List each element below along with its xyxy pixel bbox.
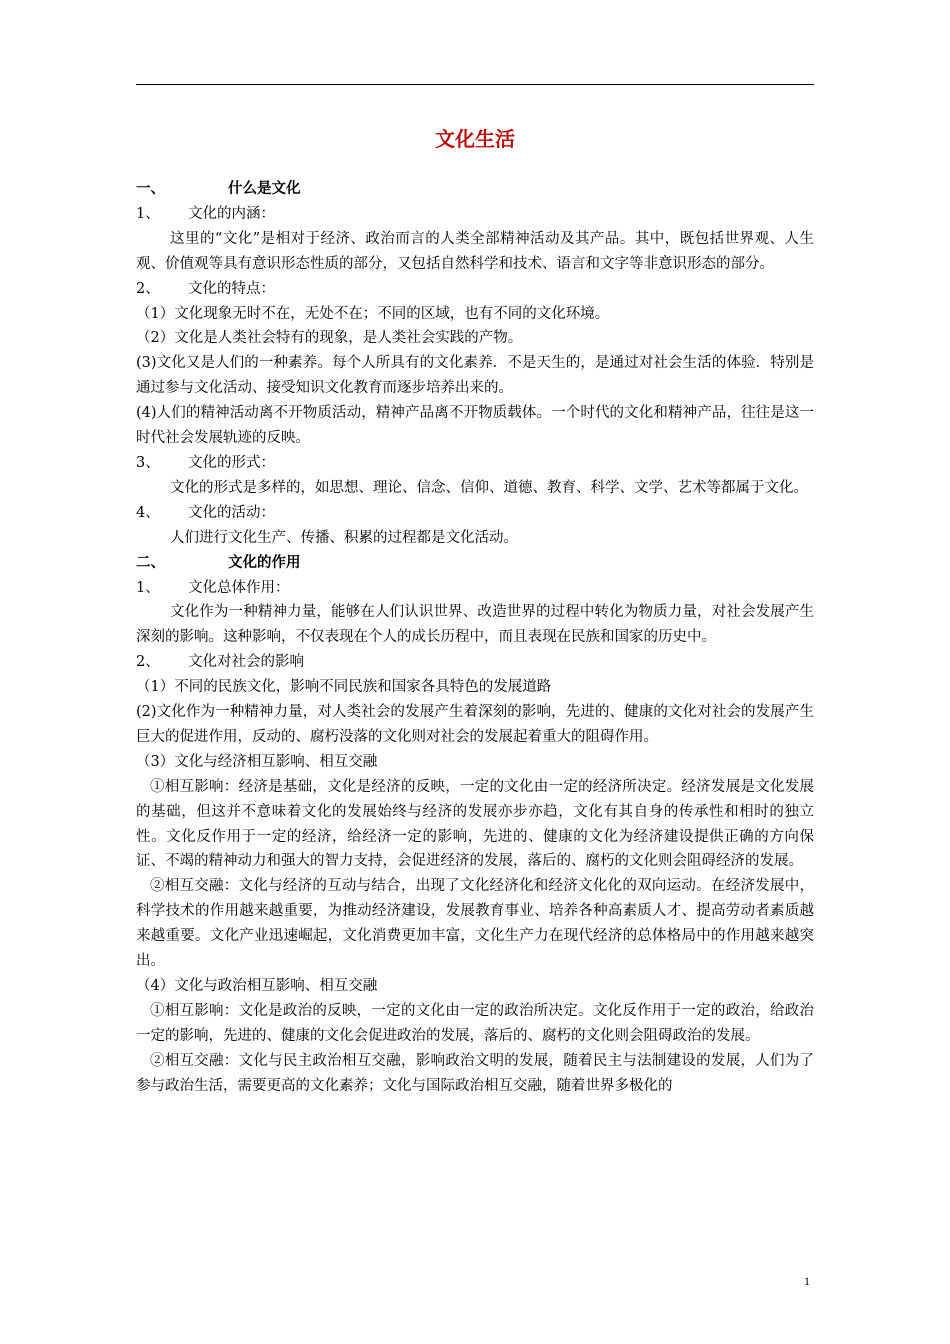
item-heading: 1、 文化总体作用： [136,579,290,596]
paragraph: ②相互交融：文化与民主政治相互交融，影响政治文明的发展，随着民主与法制建设的发展，人们为了参与政治生活，需要更高的文化素养；文化与国际政治相互交融，随着世界多极化的 [136,1052,814,1094]
paragraph: 文化的形式是多样的，如思想、理论、信念、信仰、道德、教育、科学、文学、艺术等都属于文化。 [170,479,808,496]
paragraph: (3)文化又是人们的一种素养。每个人所具有的文化素养．不是天生的，是通过对社会生活的体验．特别是通过参与文化活动、接受知识文化教育而逐步培养出来的。 [136,355,814,397]
paragraph: (2)文化作为一种精神力量，对人类社会的发展产生着深刻的影响，先进的、健康的文化对社会的发展产生巨大的促进作用，反动的、腐朽没落的文化则对社会的发展起着重大的阻碍作用。 [136,704,814,745]
paragraph: (4)人们的精神活动离不开物质活动，精神产品离不开物质载体。一个时代的文化和精神产品，往往是这一时代社会发展轨迹的反映。 [136,405,814,447]
document-body [136,177,814,1099]
header-rule [136,84,814,85]
item-heading: 1、 文化的内涵： [136,205,275,222]
item-heading: 2、 文化的特点： [136,280,275,297]
section-heading: 一、 什么是文化 [136,181,301,197]
page-number: 1 [804,1274,810,1288]
paragraph: 文化作为一种精神力量，能够在人们认识世界、改造世界的过程中转化为物质力量，对社会发展产生深刻的影响。这种影响，不仅表现在个人的成长历程中，而且表现在民族和国家的历史中。 [136,604,814,646]
paragraph: （3）文化与经济相互影响、相互交融 [136,753,378,770]
paragraph: ①相互影响：文化是政治的反映，一定的文化由一定的政治所决定。文化反作用于一定的政治，给政治一定的影响，先进的、健康的文化会促进政治的发展，落后的、腐朽的文化则会阻碍政治的发展。 [136,1002,814,1044]
item-heading: 4、 文化的活动： [136,504,275,521]
paragraph: 人们进行文化生产、传播、积累的过程都是文化活动。 [170,529,518,546]
paragraph: ①相互影响：经济是基础，文化是经济的反映，一定的文化由一定的经济所决定。经济发展是文化发展的基础，但这并不意味着文化的发展始终与经济的发展亦步亦趋，文化有其自身的传承性和相时的独立性。文化反作用于一定的经济，给经济一定的影响，先进的、健康的文化为经济建设提供正确的方向保证、不竭的精神动力和强大的智力支持，会促进经济的发展，落后的、腐朽的文化则会阻碍经济的发展。 [136,778,814,870]
paragraph: （4）文化与政治相互影响、相互交融 [136,978,378,994]
document-title: 文化生活 [435,127,515,151]
item-heading: 2、 文化对社会的影响 [136,654,304,671]
item-heading: 3、 文化的形式： [136,454,275,471]
section-heading: 二、 文化的作用 [136,554,301,571]
paragraph: （1）文化现象无时不在，无处不在；不同的区域，也有不同的文化环境。 [136,305,610,322]
paragraph: （2）文化是人类社会特有的现象，是人类社会实践的产物。 [136,330,523,347]
paragraph: （1）不同的民族文化，影响不同民族和国家各具特色的发展道路 [136,679,552,696]
paragraph: 这里的“文化”是相对于经济、政治而言的人类全部精神活动及其产品。其中，既包括世界观、人生观、价值观等具有意识形态性质的部分，又包括自然科学和技术、语言和文字等非意识形态的部分。 [136,230,814,272]
paragraph: ②相互交融：文化与经济的互动与结合，出现了文化经济化和经济文化化的双向运动。在经济发展中，科学技术的作用越来越重要，为推动经济建设，发展教育事业、培养各种高素质人才、提高劳动者素质越来越重要。文化产业迅速崛起，文化消费更加丰富，文化生产力在现代经济的总体格局中的作用越来越突出。 [136,878,814,970]
